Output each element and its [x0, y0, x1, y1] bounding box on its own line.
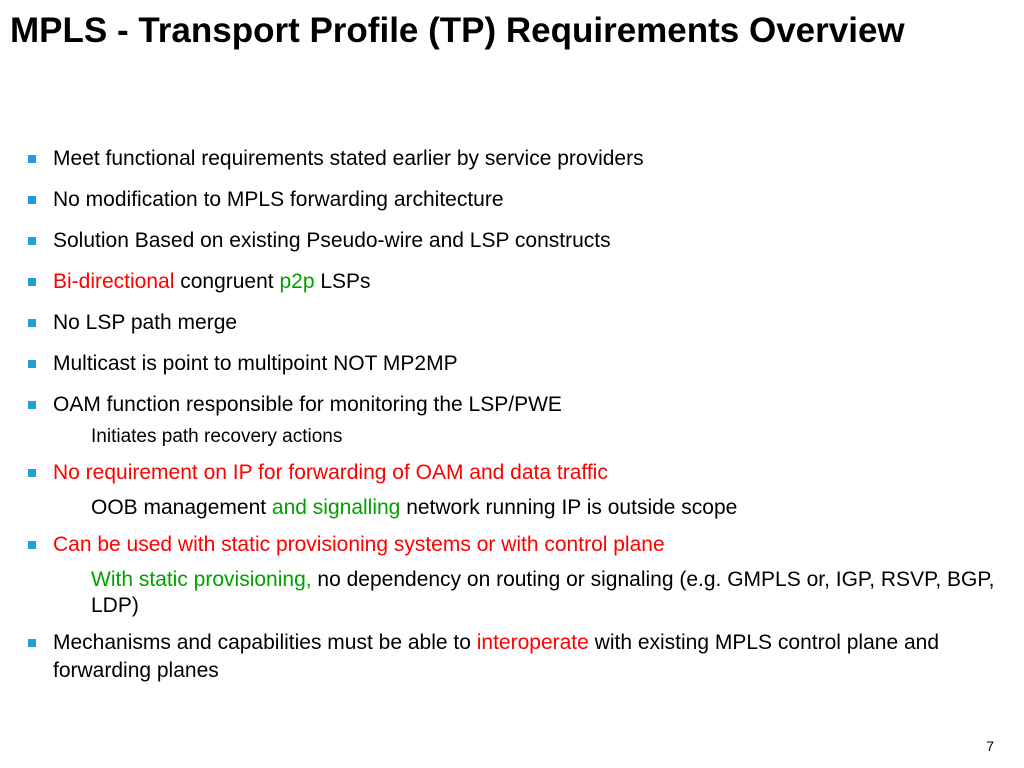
bullet-item — [0, 629, 1024, 685]
bullet-item — [0, 186, 1024, 214]
highlight-red-text: Bi-directional — [53, 270, 175, 293]
bullet-text: congruent — [174, 270, 280, 293]
bullet-text: Mechanisms and capabilities must be able to — [53, 631, 477, 654]
square-bullet-icon — [28, 401, 36, 409]
highlight-red-text: No requirement on IP for forwarding of OAM and data traffic — [53, 461, 608, 484]
highlight-green-text: and signalling — [271, 496, 401, 519]
square-bullet-icon — [28, 319, 36, 327]
bullet-item — [0, 531, 1024, 619]
bullet-item — [0, 145, 1024, 173]
sub-bullet-part: network running IP is outside scope — [400, 496, 738, 519]
highlight-green-text: With static provisioning, — [91, 568, 312, 591]
highlight-red-text: Can be used with static provisioning systems or with control plane — [53, 533, 665, 556]
bullet-text: Meet functional requirements stated earlier by service providers — [53, 147, 644, 170]
slide-title: MPLS - Transport Profile (TP) Requirements Overview — [10, 11, 905, 50]
bullet-text: No modification to MPLS forwarding architecture — [53, 188, 504, 211]
sub-bullet-part: OOB management — [91, 496, 272, 519]
bullet-text: Multicast is point to multipoint NOT MP2MP — [53, 352, 458, 375]
square-bullet-icon — [28, 639, 36, 647]
bullet-text: LSPs — [314, 270, 371, 293]
bullet-item — [0, 391, 1024, 449]
square-bullet-icon — [28, 360, 36, 368]
sub-bullet-text — [53, 567, 1018, 619]
bullet-item — [0, 268, 1024, 296]
bullet-text: with existing MPLS control plane and forwarding planes — [53, 631, 940, 682]
bullet-list — [0, 145, 1024, 698]
bullet-item — [0, 309, 1024, 337]
square-bullet-icon — [28, 237, 36, 245]
sub-bullet-part: no dependency on routing or signaling (e.g. GMPLS or, IGP, RSVP, BGP, LDP) — [91, 568, 995, 617]
bullet-text: Solution Based on existing Pseudo-wire and LSP constructs — [53, 229, 611, 252]
square-bullet-icon — [28, 196, 36, 204]
bullet-item — [0, 459, 1024, 521]
highlight-red-text: interoperate — [476, 631, 589, 654]
square-bullet-icon — [28, 541, 36, 549]
bullet-text: OAM function responsible for monitoring the LSP/PWE — [53, 393, 562, 416]
highlight-green-text: p2p — [279, 270, 315, 293]
bullet-text: No LSP path merge — [53, 311, 238, 334]
square-bullet-icon — [28, 278, 36, 286]
bullet-item — [0, 350, 1024, 378]
bullet-item — [0, 227, 1024, 255]
page-number: 7 — [986, 738, 994, 754]
square-bullet-icon — [28, 469, 36, 477]
sub-bullet-text: Initiates path recovery actions — [91, 426, 343, 447]
sub-bullet-text — [53, 495, 1018, 521]
square-bullet-icon — [28, 155, 36, 163]
